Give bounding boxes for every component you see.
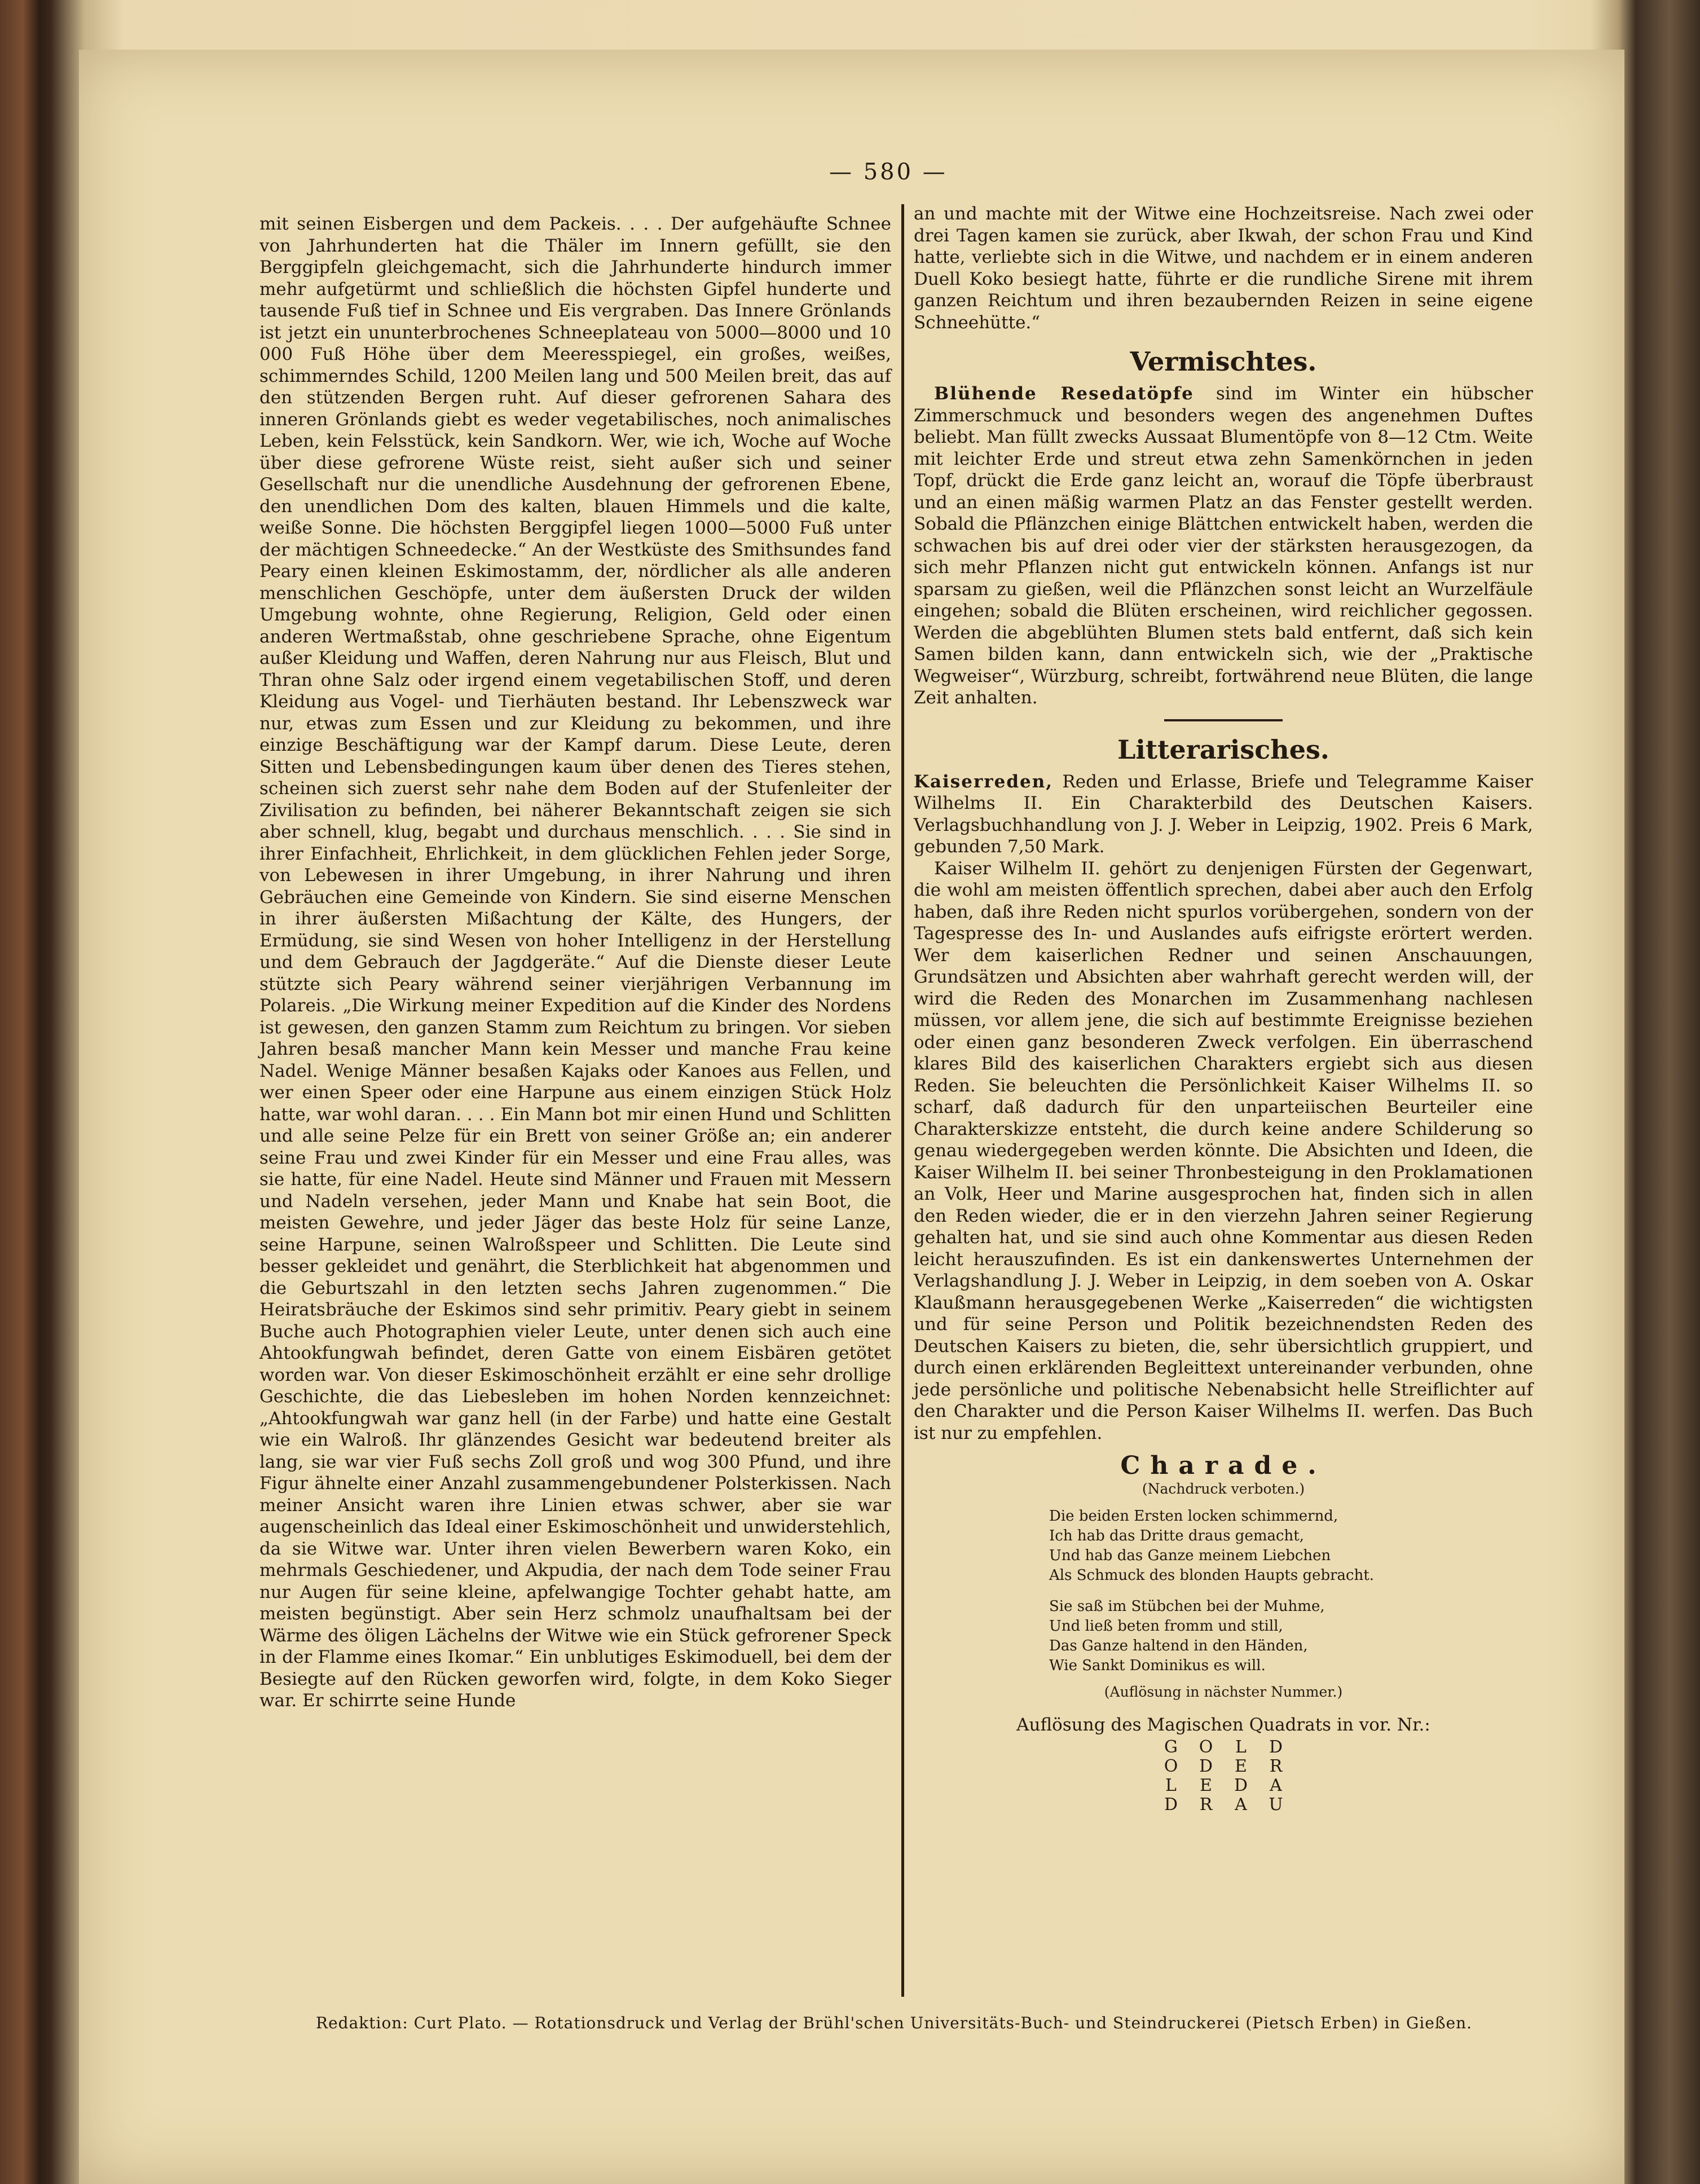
book-review-text: Kaiser Wilhelm II. gehört zu denjenigen Fürsten der Gegenwart, die wohl am meisten öffentlich sprechen, dabei aber auch den Erfolg haben, daß ihre Reden nicht spurlos vorübergehen, sondern von der Tagespresse des In- und Auslandes aufs eifrigste erörtert werden. Wer dem kaiserlichen Redner und seinen Anschauungen, Grundsätzen und Absichten aber wahrhaft gerecht werden will, der wird die Reden des Monarchen im Zusammenhang nachlesen müssen, vor allem jene, die sich auf bestimmte Ereignisse beziehen oder einen ganz besonderen Zweck verfolgen. Ein überraschend klares Bild des kaiserlichen Charakters ergiebt sich aus diesen Reden. Sie beleuchten die Persönlichkeit Kaiser Wilhelms II. so scharf, daß dadurch für den unparteiischen Beurteiler eine Charakterskizze entsteht, die durch keine andere Schilderung so genau wiedergegeben werden könnte. Die Absichten und Ideen, die Kaiser Wilhelm II. bei seiner Thronbesteigung in den Proklamationen an Volk, Heer und Marine ausgesprochen hat, finden sich in allen den Reden wieder, die er in den vierzehn Jahren seiner Regierung gehalten hat, und sie sind auch ohne Kommentar aus diesen Reden leicht herauszufinden. Es ist ein dankenswertes Unternehmen der Verlagshandlung J. J. Weber in Leipzig, in dem soeben von A. Oskar Klaußmann herausgegebenen Werke „Kaiserreden“ die wichtigsten und für seine Person und Politik bezeichnendsten Reden des Deutschen Kaisers zu bieten, die, sehr übersichtlich gruppiert, und durch einen erklärenden Begleittext untereinander verbunden, ohne jede persönliche und politische Nebenabsicht helle Streiflichter auf den Charakter und die Person Kaiser Wilhelms II. werfen. Das Buch ist nur zu empfehlen. [914, 858, 1533, 1443]
right-column [914, 203, 1533, 1815]
grid-letter: D [1199, 1756, 1213, 1776]
magic-square-grid [914, 1738, 1533, 1815]
book-review-title [914, 771, 1533, 858]
stanza-gap [1049, 1586, 1533, 1597]
section-heading-vermischtes: Vermischtes. [1130, 346, 1317, 377]
charade-solution-note: (Auflösung in nächster Nummer.) [1104, 1683, 1343, 1700]
grid-letter: L [1165, 1776, 1177, 1795]
poem-line: Das Ganze haltend in den Händen, [1049, 1637, 1308, 1654]
grid-letter: E [1235, 1756, 1247, 1776]
grid-letter: D [1164, 1795, 1178, 1815]
poem-line: Und ließ beten fromm und still, [1049, 1617, 1283, 1635]
grid-letter: G [1164, 1737, 1178, 1757]
page-number: — 580 — [829, 159, 948, 185]
poem-line: Sie saß im Stübchen bei der Muhme, [1049, 1597, 1325, 1615]
runin-kaiserreden: Kaiserreden, [914, 771, 1054, 792]
grid-letter: R [1199, 1795, 1213, 1815]
imprint-footer: Redaktion: Curt Plato. — Rotationsdruck und Verlag der Brühl'schen Universitäts-Buch- und Steindruckerei (Pietsch Erben) in Gießen. [316, 2014, 1473, 2032]
grid-letter: R [1269, 1756, 1283, 1776]
grid-letter: A [1235, 1795, 1247, 1815]
story-continuation: an und machte mit der Witwe eine Hochzeitsreise. Nach zwei oder drei Tagen kamen sie zurück, aber Ikwah, der schon Frau und Kind hatte, verliebte sich in die Witwe, und nachdem er in einem anderen Duell Koko besiegt hatte, führte er die rundliche Sirene mit ihrem ganzen Reichtum und ihren bezaubernden Reizen in seine eigene Schneehütte.“ [914, 204, 1533, 333]
book-citation: Reden und Erlasse, Briefe und Telegramme Kaiser Wilhelms II. Ein Charakterbild des Deutschen Kaisers. Verlagsbuchhandlung von J. J. Weber in Leipzig, 1902. Preis 6 Mark, gebunden 7,50 Mark. [914, 771, 1533, 857]
section-heading-litterarisches: Litterarisches. [1117, 734, 1329, 765]
charade-note: (Nachdruck verboten.) [1142, 1480, 1305, 1497]
runin-reseda: Blühende Resedatöpfe [934, 384, 1194, 404]
column-divider [901, 204, 904, 1997]
grid-letter: D [1269, 1737, 1283, 1757]
section-rule [1164, 719, 1283, 721]
article-reseda [914, 383, 1533, 709]
charade-title: Charade. [1120, 1451, 1327, 1480]
poem-line: Und hab das Ganze meinem Liebchen [1049, 1547, 1331, 1564]
left-column-text: mit seinen Eisbergen und dem Packeis. . . . Der aufgehäufte Schnee von Jahrhunderten hat die Thäler im Innern gefüllt, sie den Berggipfeln gleichgemacht, sich die Jahrhunderte hindurch immer mehr aufgetürmt und schließlich die höchsten Gipfel hunderte und tausende Fuß tief in Schnee und Eis vergraben. Das Innere Grönlands ist jetzt ein ununterbrochenes Schneeplateau von 5000—8000 und 10 000 Fuß Höhe über dem Meeresspiegel, ein großes, weißes, schimmerndes Schild, 1200 Meilen lang und 500 Meilen breit, das auf den stützenden Bergen ruht. Auf dieser gefrorenen Sahara des inneren Grönlands giebt es weder vegetabilisches, noch animalisches Leben, kein Felsstück, kein Sandkorn. Wer, wie ich, Woche auf Woche über diese gefrorene Wüste reist, sieht außer sich und seiner Gesellschaft nur die unendliche Ausdehnung der gefrorenen Ebene, den unendlichen Dom des kalten, blauen Himmels und die kalte, weiße Sonne. Die höchsten Berggipfel liegen 1000—5000 Fuß unter der mächtigen Schneedecke.“ An der Westküste des Smithsundes fand Peary einen kleinen Eskimostamm, der, nördlicher als alle anderen menschlichen Geschöpfe, unter dem äußersten Druck der wilden Umgebung wohnte, ohne Regierung, Religion, Geld oder einen anderen Wertmaßstab, ohne geschriebene Sprache, ohne Eigentum außer Kleidung und Waffen, deren Nahrung nur aus Fleisch, Blut und Thran ohne Salz oder irgend einem vegetabilischen Stoff, und deren Kleidung aus Vogel- und Tierhäuten bestand. Ihr Lebenszweck war nur, etwas zum Essen und zur Kleidung zu bekommen, und ihre einzige Beschäftigung war der Kampf darum. Diese Leute, deren Sitten und Lebensbedingungen kaum über denen des Tieres stehen, scheinen sich zuerst sehr nahe dem Boden auf der Stufenleiter der Zivilisation zu befinden, bei näherer Bekanntschaft zeigen sie sich aber schnell, klug, begabt und durchaus menschlich. . . . Sie sind in ihrer Einfachheit, Ehrlichkeit, in dem glücklichen Fehlen jeder Sorge, von Lebewesen in ihrer Umgebung, in ihrer Nahrung und ihren Gebräuchen eine Gemeinde von Kindern. Sie sind eiserne Menschen in ihrer äußersten Mißachtung der Kälte, des Hungers, der Ermüdung, sie sind Wesen von hoher Intelligenz in der Herstellung und dem Gebrauch der Jagdgeräte.“ Auf die Dienste dieser Leute stützte sich Peary während seiner vierjährigen Verbannung im Polareis. „Die Wirkung meiner Expedition auf die Kinder des Nordens ist gewesen, den ganzen Stamm zum Reichtum zu bringen. Vor sieben Jahren besaß mancher Mann kein Messer und manche Frau keine Nadel. Wenige Männer besaßen Kajaks oder Kanoes aus Fellen, und wer einen Speer oder eine Harpune aus einem einzigen Stück Holz hatte, war wohl daran. . . . Ein Mann bot mir einen Hund und Schlitten und alle seine Pelze für ein Brett von seiner Größe an; ein anderer seine Frau und zwei Kinder für ein Messer und eine Frau alles, was sie hatte, für eine Nadel. Heute sind Männer und Frauen mit Messern und Nadeln versehen, jeder Mann und Knabe hat sein Boot, die meisten Gewehre, und jeder Jäger das beste Holz für seine Lanze, seine Harpune, seinen Walroßspeer und Schlitten. Die Leute sind besser gekleidet und genährt, die Sterblichkeit hat abgenommen und die Geburtszahl in den letzten sechs Jahren zugenommen.“ Die Heiratsbräuche der Eskimos sind sehr primitiv. Peary giebt in seinem Buche auch Photographien vieler Leute, unter denen sich auch eine Ahtookfungwah befindet, deren Gatte von einem Eisbären getötet worden war. Von dieser Eskimoschönheit erzählt er eine sehr drollige Geschichte, die das Liebesleben im hohen Norden kennzeichnet: „Ahtookfungwah war ganz hell (in der Farbe) und hatte eine Gestalt wie ein Walroß. Ihr glänzendes Gesicht war bedeutend breiter als lang, sie war vier Fuß sechs Zoll groß und wog 300 Pfund, und ihre Figur ähnelte einer Anzahl zusammengebundener Polsterkissen. Nach meiner Ansicht waren ihre Linien etwas schwer, aber sie war augenscheinlich das Ideal einer Eskimoschönheit und unwiderstehlich, da sie Witwe war. Unter ihren vielen Bewerbern waren Koko, ein mehrmals Geschiedener, und Akpudia, der nach dem Tode seiner Frau nur Augen für seine kleine, apfelwangige Tochter gehabt hatte, am meisten begünstigt. Aber sein Herz schmolz unaufhaltsam bei der Wärme des öligen Lächelns der Witwe wie ein Stück gefrorener Speck in der Flamme eines Ikomar.“ Ein unblutiges Eskimoduell, bei dem der Besiegte auf den Rücken geworfen wird, folgte, in dem Koko Sieger war. Er schirrte seine Hunde [259, 214, 891, 1711]
grid-letter: O [1164, 1756, 1178, 1776]
grid-letter: U [1269, 1795, 1283, 1815]
poem-line: Als Schmuck des blonden Haupts gebracht. [1049, 1566, 1375, 1584]
grid-letter: A [1270, 1776, 1282, 1795]
charade-poem [1049, 1507, 1533, 1676]
poem-line: Die beiden Ersten locken schimmernd, [1049, 1507, 1338, 1525]
grid-letter: O [1199, 1737, 1213, 1757]
poem-line: Ich hab das Dritte draus gemacht, [1049, 1527, 1305, 1544]
magic-square-label: Auflösung des Magischen Quadrats in vor. Nr.: [1016, 1714, 1430, 1735]
left-column [259, 213, 891, 1712]
grid-letter: L [1235, 1737, 1247, 1757]
grid-letter: E [1200, 1776, 1212, 1795]
grid-letter: D [1234, 1776, 1248, 1795]
poem-line: Wie Sankt Dominikus es will. [1049, 1657, 1266, 1674]
article-reseda-text: sind im Winter ein hübscher Zimmerschmuck und besonders wegen des angenehmen Duftes beliebt. Man füllt zwecks Aussaat Blumentöpfe von 8—12 Ctm. Weite mit leichter Erde und streut etwa zehn Samenkörnchen in jeden Topf, drückt die Erde ganz leicht an, worauf die Töpfe überbraust und an einen mäßig warmen Platz an das Fenster gestellt werden. Sobald die Pflänzchen einige Blättchen entwickelt haben, werden die schwachen bis auf drei oder vier der stärksten herausgezogen, da sich mehr Pflanzen nicht gut entwickeln können. Anfangs ist nur sparsam zu gießen, weil die Pflänzchen sonst leicht an Wurzelfäule eingehen; sobald die Blüten erscheinen, wird reichlicher gegossen. Werden die abgeblühten Blumen stets bald entfernt, daß sich kein Samen bilden kann, dann entwickeln sich, wie der „Praktische Wegweiser“, Würzburg, schreibt, fortwährend neue Blüten, die lange Zeit anhalten. [914, 384, 1533, 708]
